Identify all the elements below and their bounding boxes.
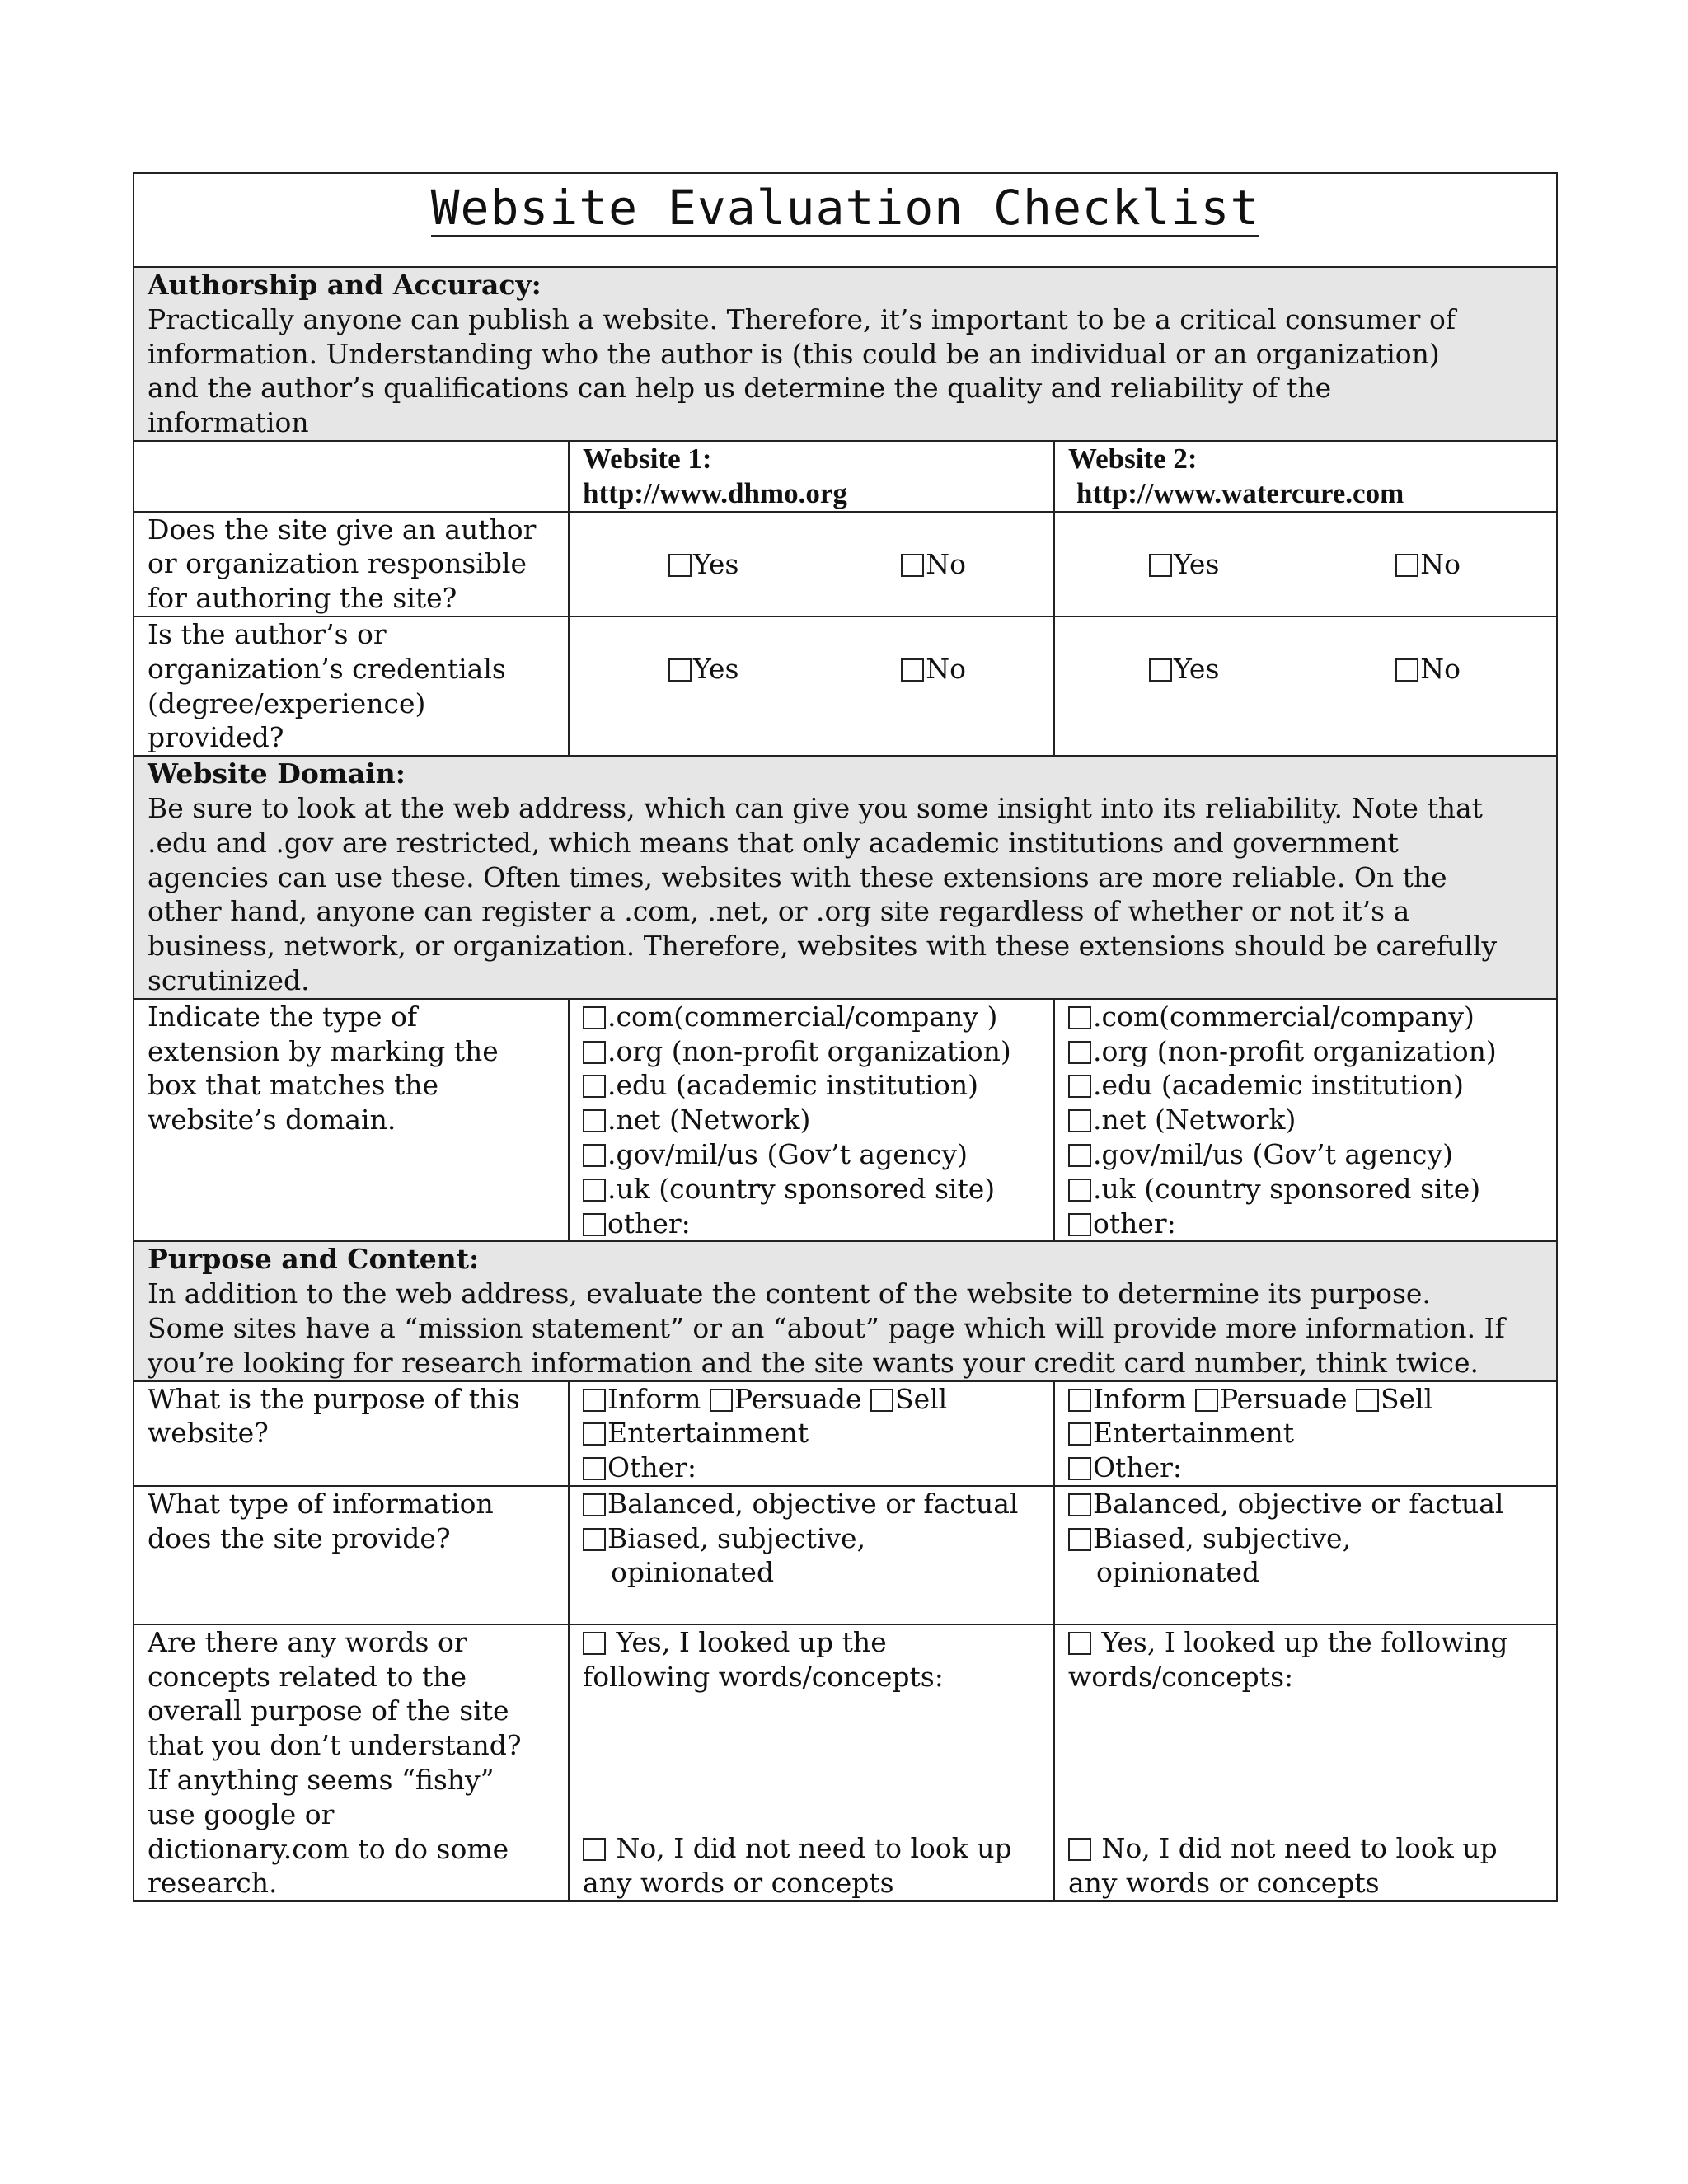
checkbox-icon[interactable] bbox=[1068, 1422, 1091, 1446]
question-text: website? bbox=[148, 1417, 269, 1450]
checkbox-icon[interactable] bbox=[1068, 1457, 1091, 1480]
extension-option[interactable] bbox=[583, 1034, 1040, 1069]
looked-up-option[interactable] bbox=[1068, 1625, 1543, 1660]
checkbox-icon[interactable] bbox=[583, 1109, 606, 1132]
yes-no-group bbox=[1068, 513, 1543, 582]
yes-label: Yes bbox=[693, 547, 739, 580]
not-needed-option[interactable] bbox=[1068, 1831, 1543, 1866]
option-label: Persuade bbox=[734, 1382, 862, 1415]
checkbox-icon[interactable] bbox=[583, 1144, 606, 1167]
checkbox-icon[interactable] bbox=[1149, 554, 1172, 577]
checkbox-icon[interactable] bbox=[1068, 1179, 1091, 1202]
extension-option[interactable] bbox=[1068, 1034, 1543, 1069]
answer-cell-website-1 bbox=[569, 512, 1054, 616]
option-label: other: bbox=[607, 1207, 691, 1240]
checkbox-icon[interactable] bbox=[583, 1006, 606, 1029]
option-label: No, I did not need to look up bbox=[1093, 1832, 1498, 1865]
biased-option[interactable] bbox=[1068, 1521, 1543, 1556]
question-text: overall purpose of the site bbox=[148, 1694, 509, 1727]
section-text-line: you’re looking for research information and the site wants your credit card number, think twice. bbox=[148, 1346, 1479, 1379]
option-label: Sell bbox=[894, 1382, 948, 1415]
checkbox-icon[interactable] bbox=[583, 1457, 606, 1480]
other-option[interactable] bbox=[583, 1451, 1040, 1485]
yes-label: Yes bbox=[1174, 547, 1220, 580]
checkbox-icon[interactable] bbox=[583, 1041, 606, 1064]
entertainment-option[interactable] bbox=[1068, 1416, 1543, 1451]
question-cell bbox=[134, 1486, 569, 1624]
checkbox-icon[interactable] bbox=[1068, 1493, 1091, 1516]
balanced-option[interactable] bbox=[1068, 1487, 1543, 1521]
checkbox-icon[interactable] bbox=[583, 1422, 606, 1446]
option-label: .uk (country sponsored site) bbox=[1093, 1172, 1481, 1205]
sell-option[interactable] bbox=[1356, 1383, 1432, 1415]
extension-option[interactable] bbox=[1068, 1068, 1543, 1103]
section-text-line: other hand, anyone can register a .com, .net, or .org site regardless of whether or not it’s a bbox=[148, 895, 1410, 928]
checkbox-icon[interactable] bbox=[710, 1389, 733, 1412]
section-text-line: Practically anyone can publish a website. Therefore, it’s important to be a critical consumer of bbox=[148, 302, 1456, 335]
option-label: Biased, subjective, bbox=[1093, 1521, 1352, 1554]
no-option[interactable] bbox=[901, 652, 966, 687]
yes-label: Yes bbox=[693, 652, 739, 685]
answer-cell-website-2 bbox=[1054, 512, 1557, 616]
option-label: Balanced, objective or factual bbox=[1093, 1487, 1504, 1520]
section-domain-cell bbox=[134, 756, 1557, 999]
option-label: .org (non-profit organization) bbox=[1093, 1034, 1497, 1067]
extension-options-website-2 bbox=[1054, 999, 1557, 1242]
option-label: No, I did not need to look up bbox=[607, 1832, 1012, 1865]
checkbox-icon[interactable] bbox=[583, 1075, 606, 1098]
question-text: dictionary.com to do some bbox=[148, 1832, 509, 1865]
option-label: Balanced, objective or factual bbox=[607, 1487, 1019, 1520]
option-label: .com(commercial/company) bbox=[1093, 1000, 1475, 1033]
question-text: organization’s credentials bbox=[148, 652, 506, 685]
yes-option[interactable] bbox=[1149, 547, 1219, 582]
option-label: .net (Network) bbox=[607, 1104, 811, 1137]
section-authorship-cell bbox=[134, 267, 1557, 441]
extension-option[interactable] bbox=[583, 1137, 1040, 1172]
persuade-option[interactable] bbox=[710, 1383, 862, 1415]
checkbox-icon[interactable] bbox=[1068, 1144, 1091, 1167]
checkbox-icon[interactable] bbox=[1068, 1213, 1091, 1236]
page-title: Website Evaluation Checklist bbox=[430, 180, 1260, 236]
yes-no-group bbox=[1068, 617, 1543, 687]
checkbox-icon[interactable] bbox=[583, 1528, 606, 1551]
checkbox-icon[interactable] bbox=[583, 1838, 606, 1861]
question-cell bbox=[134, 616, 569, 756]
extension-option[interactable] bbox=[583, 1207, 1040, 1241]
extension-option[interactable] bbox=[583, 1103, 1040, 1137]
checkbox-icon[interactable] bbox=[901, 658, 924, 682]
website-2-header bbox=[1054, 441, 1557, 512]
section-text-line: agencies can use these. Often times, websites with these extensions are more reliable. On the bbox=[148, 860, 1447, 893]
yes-label: Yes bbox=[1174, 652, 1220, 685]
option-label: Other: bbox=[607, 1451, 696, 1484]
checkbox-icon[interactable] bbox=[668, 658, 692, 682]
question-text: What is the purpose of this bbox=[148, 1382, 520, 1415]
checkbox-icon[interactable] bbox=[1149, 658, 1172, 682]
biased-option-continued: opinionated bbox=[611, 1556, 775, 1589]
biased-option-continued: opinionated bbox=[1096, 1556, 1260, 1589]
looked-up-option-continued: following words/concepts: bbox=[583, 1660, 944, 1693]
section-purpose-cell bbox=[134, 1241, 1557, 1380]
sell-option[interactable] bbox=[870, 1383, 947, 1415]
checkbox-icon[interactable] bbox=[583, 1632, 606, 1655]
section-heading: Website Domain: bbox=[148, 757, 406, 790]
question-text: provided? bbox=[148, 721, 284, 754]
option-label: .edu (academic institution) bbox=[1093, 1069, 1464, 1102]
purpose-options-website-2 bbox=[1054, 1381, 1557, 1486]
yes-no-group bbox=[583, 617, 1040, 687]
no-label: No bbox=[926, 547, 966, 580]
option-label: Yes, I looked up the bbox=[607, 1625, 887, 1658]
section-authorship bbox=[134, 267, 1557, 441]
question-text: extension by marking the bbox=[148, 1034, 499, 1067]
question-text: for authoring the site? bbox=[148, 582, 457, 615]
yes-no-group bbox=[583, 513, 1040, 582]
option-label: other: bbox=[1093, 1207, 1176, 1240]
extension-option[interactable] bbox=[1068, 1172, 1543, 1207]
looked-up-option[interactable] bbox=[583, 1625, 1040, 1660]
inform-option[interactable] bbox=[583, 1383, 701, 1415]
option-label: Entertainment bbox=[607, 1417, 809, 1450]
section-text-line: Some sites have a “mission statement” or an “about” page which will provide more information. If bbox=[148, 1311, 1505, 1344]
no-option[interactable] bbox=[901, 547, 966, 582]
no-option[interactable] bbox=[1395, 547, 1461, 582]
words-options-website-2 bbox=[1054, 1624, 1557, 1901]
question-text: use google or bbox=[148, 1797, 335, 1830]
option-label: .gov/mil/us (Gov’t agency) bbox=[1093, 1137, 1454, 1170]
section-text-line: and the author’s qualifications can help us determine the quality and reliability of the bbox=[148, 372, 1332, 405]
section-domain bbox=[134, 756, 1557, 999]
purpose-options-website-1 bbox=[569, 1381, 1054, 1486]
extension-options-website-1 bbox=[569, 999, 1054, 1242]
info-type-options-website-2 bbox=[1054, 1486, 1557, 1624]
empty-header-cell bbox=[134, 441, 569, 512]
checkbox-icon[interactable] bbox=[901, 554, 924, 577]
checkbox-icon[interactable] bbox=[1068, 1838, 1091, 1861]
website-1-url: http://www.dhmo.org bbox=[583, 476, 847, 509]
question-text: concepts related to the bbox=[148, 1660, 467, 1693]
option-label: .net (Network) bbox=[1093, 1104, 1296, 1137]
section-text-line: information. Understanding who the author is (this could be an individual or an organization) bbox=[148, 337, 1440, 370]
section-text-line: .edu and .gov are restricted, which means that only academic institutions and government bbox=[148, 826, 1399, 859]
option-label: Other: bbox=[1093, 1451, 1182, 1484]
question-text: box that matches the bbox=[148, 1069, 438, 1102]
question-cell bbox=[134, 1381, 569, 1486]
website-2-label: Website 2: bbox=[1068, 442, 1198, 475]
extension-option[interactable] bbox=[583, 1172, 1040, 1207]
checkbox-icon[interactable] bbox=[870, 1389, 893, 1412]
question-text: If anything seems “fishy” bbox=[148, 1764, 495, 1797]
balanced-option[interactable] bbox=[583, 1487, 1040, 1521]
question-cell bbox=[134, 512, 569, 616]
yes-option[interactable] bbox=[668, 652, 738, 687]
question-text: that you don’t understand? bbox=[148, 1729, 522, 1762]
biased-option[interactable] bbox=[583, 1521, 1040, 1556]
question-text: Indicate the type of bbox=[148, 1000, 418, 1033]
option-label: .gov/mil/us (Gov’t agency) bbox=[607, 1137, 968, 1170]
checkbox-icon[interactable] bbox=[583, 1213, 606, 1236]
website-header-row bbox=[134, 441, 1557, 512]
extension-option[interactable] bbox=[1068, 1103, 1543, 1137]
question-text: does the site provide? bbox=[148, 1521, 451, 1554]
looked-up-option-continued: words/concepts: bbox=[1068, 1660, 1294, 1693]
checkbox-icon[interactable] bbox=[1068, 1528, 1091, 1551]
checklist-table bbox=[133, 172, 1558, 1902]
checkbox-icon[interactable] bbox=[1395, 554, 1418, 577]
section-text-line: scrutinized. bbox=[148, 963, 310, 996]
option-label: .org (non-profit organization) bbox=[607, 1034, 1011, 1067]
purpose-option-line bbox=[1068, 1382, 1543, 1417]
question-row-extension bbox=[134, 999, 1557, 1242]
question-text: Is the author’s or bbox=[148, 617, 387, 650]
words-options-website-1 bbox=[569, 1624, 1054, 1901]
website-1-label: Website 1: bbox=[583, 442, 712, 475]
question-cell bbox=[134, 999, 569, 1242]
question-text: (degree/experience) bbox=[148, 687, 426, 719]
option-label: Entertainment bbox=[1093, 1417, 1294, 1450]
not-needed-option[interactable] bbox=[583, 1831, 1040, 1866]
answer-space[interactable] bbox=[1068, 1694, 1543, 1831]
checkbox-icon[interactable] bbox=[1195, 1389, 1218, 1412]
question-cell bbox=[134, 1624, 569, 1901]
extension-option[interactable] bbox=[583, 1068, 1040, 1103]
option-label: .uk (country sponsored site) bbox=[607, 1172, 996, 1205]
answer-cell-website-1 bbox=[569, 616, 1054, 756]
other-option[interactable] bbox=[1068, 1451, 1543, 1485]
option-label: .edu (academic institution) bbox=[607, 1069, 978, 1102]
section-text-line: Be sure to look at the web address, which can give you some insight into its reliability. Note that bbox=[148, 791, 1483, 824]
checkbox-icon[interactable] bbox=[668, 554, 692, 577]
checkbox-icon[interactable] bbox=[1068, 1109, 1091, 1132]
checkbox-icon[interactable] bbox=[1068, 1006, 1091, 1029]
question-text: research. bbox=[148, 1867, 278, 1900]
extension-option[interactable] bbox=[583, 1000, 1040, 1034]
question-row-info-type bbox=[134, 1486, 1557, 1624]
option-label: .com(commercial/company ) bbox=[607, 1000, 998, 1033]
answer-space[interactable] bbox=[583, 1694, 1040, 1831]
section-text-line: In addition to the web address, evaluate the content of the website to determine its purpose. bbox=[148, 1277, 1431, 1310]
checkbox-icon[interactable] bbox=[583, 1389, 606, 1412]
question-text: website’s domain. bbox=[148, 1104, 396, 1137]
checkbox-icon[interactable] bbox=[583, 1179, 606, 1202]
not-needed-option-continued: any words or concepts bbox=[583, 1867, 894, 1900]
checkbox-icon[interactable] bbox=[1395, 658, 1418, 682]
website-1-header bbox=[569, 441, 1054, 512]
checkbox-icon[interactable] bbox=[1068, 1389, 1091, 1412]
question-row-purpose bbox=[134, 1381, 1557, 1486]
info-type-options-website-1 bbox=[569, 1486, 1054, 1624]
section-heading: Purpose and Content: bbox=[148, 1243, 480, 1276]
question-row-words bbox=[134, 1624, 1557, 1901]
title-row bbox=[134, 173, 1557, 267]
checkbox-icon[interactable] bbox=[1068, 1632, 1091, 1655]
yes-option[interactable] bbox=[668, 547, 738, 582]
not-needed-option-continued: any words or concepts bbox=[1068, 1867, 1380, 1900]
checkbox-icon[interactable] bbox=[1068, 1041, 1091, 1064]
entertainment-option[interactable] bbox=[583, 1416, 1040, 1451]
inform-option[interactable] bbox=[1068, 1383, 1186, 1415]
website-2-url: http://www.watercure.com bbox=[1076, 476, 1404, 509]
yes-option[interactable] bbox=[1149, 652, 1219, 687]
option-label: Persuade bbox=[1219, 1382, 1348, 1415]
extension-option[interactable] bbox=[1068, 1207, 1543, 1241]
section-purpose bbox=[134, 1241, 1557, 1380]
no-label: No bbox=[1420, 652, 1461, 685]
section-text-line: business, network, or organization. Therefore, websites with these extensions should be carefully bbox=[148, 930, 1498, 963]
persuade-option[interactable] bbox=[1195, 1383, 1348, 1415]
checkbox-icon[interactable] bbox=[1356, 1389, 1379, 1412]
answer-cell-website-2 bbox=[1054, 616, 1557, 756]
no-option[interactable] bbox=[1395, 652, 1461, 687]
option-label: Inform bbox=[607, 1382, 701, 1415]
question-text: Does the site give an author bbox=[148, 513, 537, 546]
question-text: Are there any words or bbox=[148, 1625, 467, 1658]
checkbox-icon[interactable] bbox=[1068, 1075, 1091, 1098]
option-label: Sell bbox=[1380, 1382, 1433, 1415]
purpose-option-line bbox=[583, 1382, 1040, 1417]
extension-option[interactable] bbox=[1068, 1137, 1543, 1172]
question-text: or organization responsible bbox=[148, 547, 528, 580]
option-label: Biased, subjective, bbox=[607, 1521, 866, 1554]
no-label: No bbox=[1420, 547, 1461, 580]
no-label: No bbox=[926, 652, 966, 685]
extension-option[interactable] bbox=[1068, 1000, 1543, 1034]
question-text: What type of information bbox=[148, 1487, 494, 1520]
option-label: Inform bbox=[1093, 1382, 1187, 1415]
section-text-line: information bbox=[148, 406, 309, 439]
title-cell bbox=[134, 173, 1557, 267]
option-label: Yes, I looked up the following bbox=[1093, 1625, 1508, 1658]
checkbox-icon[interactable] bbox=[583, 1493, 606, 1516]
question-row-credentials bbox=[134, 616, 1557, 756]
section-heading: Authorship and Accuracy: bbox=[148, 269, 542, 301]
question-row-author bbox=[134, 512, 1557, 616]
